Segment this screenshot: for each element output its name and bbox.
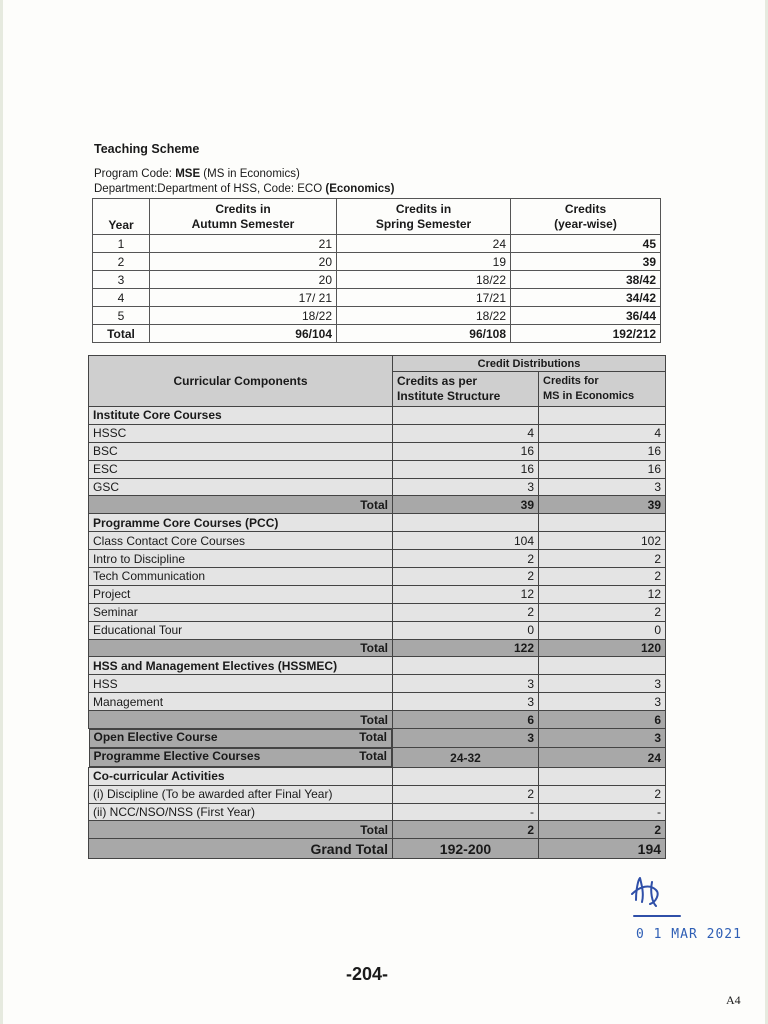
signature-mark: [626, 872, 686, 920]
msecon-credits: 2: [539, 568, 666, 586]
msecon-credits: 0: [539, 621, 666, 639]
department-line: [94, 183, 394, 195]
institute-credits: 2: [393, 603, 539, 621]
section-label: Co-curricular Activities: [89, 767, 393, 785]
empty-cell: [539, 767, 666, 785]
table-row: [93, 235, 661, 253]
autumn-credits-cell: 20: [150, 271, 337, 289]
elective-label: Open Elective Course: [93, 730, 218, 745]
section-row: [89, 407, 666, 425]
spring-credits-cell: 19: [337, 253, 511, 271]
institute-credits: 2: [393, 568, 539, 586]
institute-total: 6: [393, 711, 539, 729]
institute-total: 122: [393, 639, 539, 657]
yearwise-credits-cell: 192/212: [511, 325, 661, 343]
header-autumn-label: Credits in Autumn Semester: [191, 201, 295, 231]
elective-label: Programme Elective Courses: [93, 748, 261, 763]
table-row: [89, 603, 666, 621]
msecon-total: 6: [539, 711, 666, 729]
autumn-credits-cell: 18/22: [150, 307, 337, 325]
component-label: GSC: [89, 478, 393, 496]
table-row: [89, 550, 666, 568]
msecon-credits: 12: [539, 585, 666, 603]
component-label: HSSC: [89, 424, 393, 442]
year-cell: 2: [93, 253, 150, 271]
msecon-grand-total: 194: [539, 839, 666, 859]
year-cell: 3: [93, 271, 150, 289]
msecon-credits: 16: [539, 460, 666, 478]
msecon-total: 3: [539, 729, 666, 748]
total-label: Total: [89, 639, 393, 657]
institute-credits: -: [393, 803, 539, 821]
msecon-credits: 2: [539, 603, 666, 621]
table-row: [89, 693, 666, 711]
department-text: Department:Department of HSS, Code: ECO: [94, 183, 326, 195]
department-name: (Economics): [325, 183, 395, 195]
component-label: HSS: [89, 675, 393, 693]
msecon-credits: 3: [539, 478, 666, 496]
header-institute: [393, 372, 539, 407]
page-title: Teaching Scheme: [94, 142, 200, 156]
institute-total: 3: [393, 729, 539, 748]
table-row: [89, 532, 666, 550]
section-label: HSS and Management Electives (HSSMEC): [89, 657, 393, 675]
table-row: [93, 307, 661, 325]
spring-credits-cell: 24: [337, 235, 511, 253]
msecon-credits: 3: [539, 675, 666, 693]
yearwise-credits-cell: 39: [511, 253, 661, 271]
table-row: [89, 442, 666, 460]
year-cell: 1: [93, 235, 150, 253]
empty-cell: [539, 514, 666, 532]
section-row: [89, 767, 666, 785]
year-cell: 4: [93, 289, 150, 307]
table-row: [93, 325, 661, 343]
empty-cell: [393, 657, 539, 675]
header-institute-label: Credits as per Institute Structure: [397, 374, 501, 403]
institute-credits: 16: [393, 442, 539, 460]
program-code-line: [94, 168, 300, 180]
table-row: [89, 621, 666, 639]
header-spring-label: Credits in Spring Semester: [375, 201, 472, 231]
msecon-credits: 3: [539, 693, 666, 711]
total-row: [89, 496, 666, 514]
date-stamp: 0 1 MAR 2021: [636, 927, 742, 942]
institute-total: 39: [393, 496, 539, 514]
component-label: Seminar: [89, 603, 393, 621]
total-label: Total: [89, 496, 393, 514]
component-label: Intro to Discipline: [89, 550, 393, 568]
spring-credits-cell: 96/108: [337, 325, 511, 343]
grand-total-row: [89, 839, 666, 859]
msecon-credits: 2: [539, 550, 666, 568]
institute-credits: 3: [393, 675, 539, 693]
msecon-credits: 2: [539, 785, 666, 803]
section-label: Programme Core Courses (PCC): [89, 514, 393, 532]
program-code: MSE: [175, 168, 201, 180]
table-row: [93, 253, 661, 271]
component-label: (ii) NCC/NSO/NSS (First Year): [89, 803, 393, 821]
elective-total-cell: [89, 748, 393, 767]
header-year-label: Year: [108, 218, 134, 232]
autumn-credits-cell: 20: [150, 253, 337, 271]
table-row: [89, 460, 666, 478]
institute-credits: 2: [393, 550, 539, 568]
total-label: Total: [89, 821, 393, 839]
credit-distribution-table: [88, 355, 666, 859]
institute-total: 24-32: [393, 748, 539, 767]
header-msecon: [539, 372, 666, 407]
empty-cell: [393, 407, 539, 425]
msecon-total: 24: [539, 748, 666, 767]
total-row: [89, 729, 666, 748]
header-yearwise: [511, 199, 661, 235]
page-edge: [0, 0, 3, 1024]
msecon-total: 120: [539, 639, 666, 657]
autumn-credits-cell: 96/104: [150, 325, 337, 343]
yearwise-credits-cell: 45: [511, 235, 661, 253]
institute-credits: 12: [393, 585, 539, 603]
year-cell: 5: [93, 307, 150, 325]
yearwise-credits-cell: 38/42: [511, 271, 661, 289]
table-row: [93, 289, 661, 307]
table-row: [89, 424, 666, 442]
header-distributions: [393, 356, 666, 372]
grand-total-label: Grand Total: [89, 839, 393, 859]
table-row: [89, 675, 666, 693]
yearwise-credits-cell: 36/44: [511, 307, 661, 325]
component-label: ESC: [89, 460, 393, 478]
institute-total: 2: [393, 821, 539, 839]
institute-credits: 3: [393, 693, 539, 711]
section-row: [89, 657, 666, 675]
table-row: [89, 478, 666, 496]
msecon-total: 2: [539, 821, 666, 839]
msecon-credits: 4: [539, 424, 666, 442]
table-row: [89, 785, 666, 803]
institute-credits: 16: [393, 460, 539, 478]
component-label: Educational Tour: [89, 621, 393, 639]
header-msecon-label: Credits for MS in Economics: [543, 375, 635, 402]
institute-grand-total: 192-200: [393, 839, 539, 859]
institute-credits: 104: [393, 532, 539, 550]
header-components: [89, 356, 393, 407]
institute-credits: 3: [393, 478, 539, 496]
spring-credits-cell: 18/22: [337, 271, 511, 289]
component-label: BSC: [89, 442, 393, 460]
msecon-credits: 102: [539, 532, 666, 550]
yearwise-credits-cell: 34/42: [511, 289, 661, 307]
page-number: -204-: [346, 964, 389, 984]
total-label: Total: [359, 748, 387, 763]
credits-by-year-table: [92, 198, 661, 343]
table-row: [89, 568, 666, 586]
total-label: Total: [89, 711, 393, 729]
header-spring: [337, 199, 511, 235]
header-distributions-label: Credit Distributions: [477, 357, 581, 370]
header-yearwise-label: Credits (year-wise): [554, 201, 617, 231]
institute-credits: 4: [393, 424, 539, 442]
autumn-credits-cell: 21: [150, 235, 337, 253]
empty-cell: [539, 657, 666, 675]
component-label: Project: [89, 585, 393, 603]
total-row: [89, 821, 666, 839]
autumn-credits-cell: 17/ 21: [150, 289, 337, 307]
msecon-credits: -: [539, 803, 666, 821]
component-label: Tech Communication: [89, 568, 393, 586]
component-label: (i) Discipline (To be awarded after Final Year): [89, 785, 393, 803]
component-label: Management: [89, 693, 393, 711]
institute-credits: 2: [393, 785, 539, 803]
empty-cell: [393, 514, 539, 532]
total-label: Total: [359, 730, 387, 745]
empty-cell: [393, 767, 539, 785]
table-header-row: [89, 356, 666, 372]
table-row: [89, 585, 666, 603]
header-year: [93, 199, 150, 235]
spring-credits-cell: 17/21: [337, 289, 511, 307]
total-row: [89, 748, 666, 767]
table-row: [93, 271, 661, 289]
institute-credits: 0: [393, 621, 539, 639]
section-label: Institute Core Courses: [89, 407, 393, 425]
paper-size-label: A4: [726, 993, 741, 1007]
table-row: [89, 803, 666, 821]
program-code-prefix: Program Code:: [94, 168, 176, 180]
msecon-total: 39: [539, 496, 666, 514]
year-cell: Total: [93, 325, 150, 343]
msecon-credits: 16: [539, 442, 666, 460]
empty-cell: [539, 407, 666, 425]
header-autumn: [150, 199, 337, 235]
section-row: [89, 514, 666, 532]
program-name: (MS in Economics): [200, 168, 300, 180]
spring-credits-cell: 18/22: [337, 307, 511, 325]
total-row: [89, 639, 666, 657]
total-row: [89, 711, 666, 729]
elective-total-cell: [89, 729, 393, 748]
header-components-label: Curricular Components: [173, 374, 308, 388]
table-header-row: [93, 199, 661, 235]
component-label: Class Contact Core Courses: [89, 532, 393, 550]
